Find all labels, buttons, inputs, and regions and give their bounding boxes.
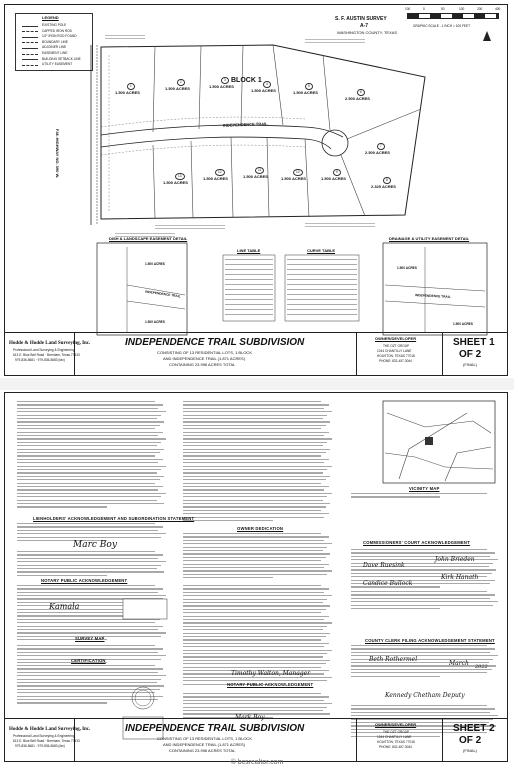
scale-tick-label: 0 <box>423 7 425 11</box>
commissioner-4-signature: Kirk Hanath <box>441 574 479 581</box>
lot-number: 1 <box>127 83 135 90</box>
table-row <box>287 269 357 270</box>
title-block-1 <box>5 332 507 375</box>
vicinity-map <box>5 393 508 762</box>
sheet-of-2: OF 2 <box>459 735 482 746</box>
table-row <box>225 289 273 290</box>
table-row <box>225 304 273 305</box>
owner-line2-2: 1244 CHANTILLY LANE <box>377 735 412 739</box>
table-row <box>225 264 273 265</box>
sheet-cell-2 <box>443 719 507 761</box>
lot-acres: 1.500 ACRES <box>251 88 276 93</box>
firm-addr-2: 613 E. Blue Bell Road · Brenham, Texas 77833 <box>13 739 80 743</box>
sheet-final: (FINAL) <box>463 362 477 367</box>
survey-name: S. F. AUSTIN SURVEY <box>335 16 387 22</box>
subdivision-line1-2: CONSISTING OF 13 RESIDENTIAL LOTS, 1 BLOCK <box>157 736 252 741</box>
lot-number: 7 <box>377 143 385 150</box>
table-row <box>225 284 273 285</box>
lot-number: 8 <box>383 177 391 184</box>
table-row <box>287 314 357 315</box>
table-row <box>287 294 357 295</box>
subdivision-title-2: INDEPENDENCE TRAIL SUBDIVISION <box>125 723 305 734</box>
table-row <box>287 279 357 280</box>
certification-header: CERTIFICATION <box>71 658 106 663</box>
subdivision-title: INDEPENDENCE TRAIL SUBDIVISION <box>125 337 305 348</box>
plat-annotation-line <box>305 42 365 43</box>
firm-phone: 979-836-5681 · 979-836-5683 (fax) <box>15 358 65 362</box>
table-row <box>225 294 273 295</box>
legend-item: BOUNDARY LINE <box>42 39 68 44</box>
table-row <box>225 314 273 315</box>
firm-phone-2: 979-836-5681 · 979-836-5683 (fax) <box>15 744 65 748</box>
scale-tick-label: 50 <box>441 7 445 11</box>
plat-sheet-2 <box>4 392 508 762</box>
watermark: © bcsrealtor.com <box>230 759 284 766</box>
commissioners-header: COMMISSIONERS' COURT ACKNOWLEDGEMENT <box>363 540 470 545</box>
lot-number: 12 <box>215 169 225 176</box>
road-label: INDEPENDENCE TRAIL <box>222 121 268 128</box>
table-row <box>225 259 273 260</box>
notary-signature-2: Mark Boy <box>235 714 265 721</box>
plat-sheet-1 <box>4 4 508 376</box>
lot-acres: 1.500 ACRES <box>203 176 228 181</box>
notary-header-1: NOTARY PUBLIC ACKNOWLEDGEMENT <box>41 578 128 583</box>
firm-cell <box>5 333 91 375</box>
plat-annotation-line <box>155 228 225 229</box>
table-row <box>287 299 357 300</box>
table-row <box>225 299 273 300</box>
survey-abstract: A-7 <box>360 23 369 29</box>
plat-annotation-line <box>305 226 375 227</box>
legend-title: LEGEND <box>42 15 59 20</box>
plat-annotation-line <box>305 39 365 40</box>
plat-annotation-line <box>105 38 145 39</box>
highway-label: F.M. HIGHWAY NO. 390 W. <box>55 129 60 179</box>
lot-acres: 1.500 ACRES <box>115 90 140 95</box>
legend-item: UTILITY EASEMENT <box>42 62 73 67</box>
scale-label: GRAPHIC SCALE - 1 INCH = 100 FEET <box>413 24 471 28</box>
firm-name-2: Hodde & Hodde Land Surveying, Inc. <box>9 727 91 732</box>
title-block-2 <box>5 718 507 761</box>
lot-acres: 1.500 ACRES <box>281 176 306 181</box>
table-row <box>287 289 357 290</box>
owner-dedication-header: OWNER DEDICATION <box>237 526 284 531</box>
firm-addr: 613 E. Blue Bell Road · Brenham, Texas 77833 <box>13 353 80 357</box>
plat-annotation-line <box>105 35 145 36</box>
table-row <box>225 279 273 280</box>
owner-line4-2: PHONE: 832-457-3044 <box>379 745 412 749</box>
detail-lot-d: 1.500 ACRES <box>453 322 473 326</box>
lienholder-signature: Marc Boy <box>73 540 117 550</box>
plat-drawing <box>5 5 508 376</box>
firm-sub-2: Professional Land Surveying & Engineering <box>13 734 75 738</box>
subdivision-cell-2 <box>75 719 357 761</box>
lot-acres: 1.500 ACRES <box>243 174 268 179</box>
plat-annotation-line <box>305 223 375 224</box>
owner-line1-2: THE OZT GROUP <box>383 730 410 734</box>
scale-tick-label: 400 <box>495 7 501 11</box>
detail-road-left: INDEPENDENCE TRAIL <box>144 289 181 299</box>
lot-number: 4 <box>263 81 271 88</box>
scale-tick-label: 100 <box>459 7 465 11</box>
subdivision-cell <box>75 333 357 375</box>
sheet-number: SHEET 1 <box>453 337 495 348</box>
curve-table-title: CURVE TABLE <box>307 248 336 253</box>
owner-line1: THE OZT GROUP <box>383 344 410 348</box>
lot-acres: 2.500 ACRES <box>365 150 390 155</box>
lienholders-header: LIENHOLDERS' ACKNOWLEDGEMENT AND SUBORDINATION STATEMENT <box>33 516 195 521</box>
sheet-number-2: SHEET 2 <box>453 723 495 734</box>
subdivision-line3: CONTAINING 23.996 ACRES TOTAL <box>169 362 236 367</box>
lot-acres: 1.500 ACRES <box>165 86 190 91</box>
legend-item: ADJOINER LINE <box>42 45 67 50</box>
detail-lot-a: 1.500 ACRES <box>145 262 165 266</box>
legend-item: 1/2" IRON ROD FOUND <box>42 34 77 39</box>
plat-annotation-line <box>115 233 175 234</box>
clerk-date-month: March <box>449 660 469 667</box>
owner-line4: PHONE: 832-457-3044 <box>379 359 412 363</box>
sheet-of: OF 2 <box>459 349 482 360</box>
subdivision-line3-2: CONTAINING 23.996 ACRES TOTAL <box>169 748 236 753</box>
owner-line3-2: HOUSTON, TEXAS 77018 <box>377 740 415 744</box>
firm-name: Hodde & Hodde Land Surveying, Inc. <box>9 341 91 346</box>
lot-number: 5 <box>305 83 313 90</box>
sheet-divider <box>0 378 514 390</box>
lot-number: 3 <box>221 77 229 84</box>
subdivision-line2-2: AND INDEPENDENCE TRAIL (1.871 ACRES) <box>163 742 246 747</box>
clerk-name: Beth Rothermel <box>369 656 418 663</box>
table-row <box>225 309 273 310</box>
vicinity-header: VICINITY MAP <box>409 486 440 491</box>
detail-left-title: DISH & LANDSCAPE EASEMENT DETAIL <box>109 236 188 241</box>
lot-acres: 1.500 ACRES <box>293 90 318 95</box>
scale-tick-label: 100 <box>405 7 411 11</box>
lot-acres: 1.500 ACRES <box>321 176 346 181</box>
commissioner-3-signature: Candice Bullock <box>363 580 413 587</box>
county-clerk-header: COUNTY CLERK FILING ACKNOWLEDGEMENT STATEMENT <box>365 638 495 643</box>
legend-item: EASEMENT LINE <box>42 51 68 55</box>
lot-number: 10 <box>293 169 303 176</box>
deputy-signature: Kennedy Chetham Deputy <box>385 692 465 699</box>
table-row <box>225 274 273 275</box>
lot-acres: 2.325 ACRES <box>371 184 396 189</box>
subdivision-line1: CONSISTING OF 13 RESIDENTIAL LOTS, 1 BLOCK <box>157 350 252 355</box>
lot-number: 2 <box>177 79 185 86</box>
legend-item: EXISTING POLE <box>42 23 67 27</box>
owner-header-2: OWNER/DEVELOPER <box>375 722 417 727</box>
owner-cell-2 <box>357 719 443 761</box>
table-row <box>287 264 357 265</box>
detail-road-right: INDEPENDENCE TRAIL <box>414 293 451 299</box>
scale-tick-label: 200 <box>477 7 483 11</box>
lot-acres: 1.500 ACRES <box>209 84 234 89</box>
survey-county: WASHINGTON COUNTY, TEXAS <box>337 30 398 35</box>
table-row <box>225 269 273 270</box>
owner-line3: HOUSTON, TEXAS 77018 <box>377 354 415 358</box>
legend-item: BUILDING SETBACK LINE <box>42 56 81 61</box>
subdivision-line2: AND INDEPENDENCE TRAIL (1.871 ACRES) <box>163 356 246 361</box>
survey-map-header: SURVEY MAP <box>75 636 105 641</box>
detail-lot-b: 1.500 ACRES <box>145 320 165 324</box>
detail-lot-c: 1.500 ACRES <box>397 266 417 270</box>
table-row <box>287 284 357 285</box>
clerk-date-year: 2022 <box>475 664 488 670</box>
table-row <box>287 259 357 260</box>
lot-acres: 1.500 ACRES <box>163 180 188 185</box>
sheet-cell <box>443 333 507 375</box>
detail-right-title: DRAINAGE & UTILITY EASEMENT DETAIL <box>389 236 470 241</box>
line-table-title: LINE TABLE <box>237 248 261 253</box>
plat-annotation-line <box>155 225 225 226</box>
lot-number: 6 <box>357 89 365 96</box>
notary-signature-1: Kamala <box>49 602 80 611</box>
notary-header-2: NOTARY PUBLIC ACKNOWLEDGEMENT <box>227 682 314 687</box>
legend-item: CAPPED IRON ROD <box>42 28 72 33</box>
commissioner-2-signature: John Brieden <box>435 556 475 563</box>
lot-number: 11 <box>255 167 264 174</box>
lot-number: 9 <box>333 169 341 176</box>
commissioner-1-signature: Dave Ruesink <box>363 562 405 569</box>
table-row <box>287 304 357 305</box>
firm-sub: Professional Land Surveying & Engineering <box>13 348 75 352</box>
lot-acres: 2.500 ACRES <box>345 96 370 101</box>
owner-cell <box>357 333 443 375</box>
table-row <box>287 274 357 275</box>
owner-signature: Timothy Walton, Manager <box>231 670 311 677</box>
firm-cell-2 <box>5 719 91 761</box>
block-label: BLOCK 1 <box>231 77 262 84</box>
owner-line2: 1244 CHANTILLY LANE <box>377 349 412 353</box>
sheet-final-2: (FINAL) <box>463 748 477 753</box>
lot-number: 13 <box>175 173 185 180</box>
table-row <box>287 309 357 310</box>
owner-header: OWNER/DEVELOPER <box>375 336 417 341</box>
